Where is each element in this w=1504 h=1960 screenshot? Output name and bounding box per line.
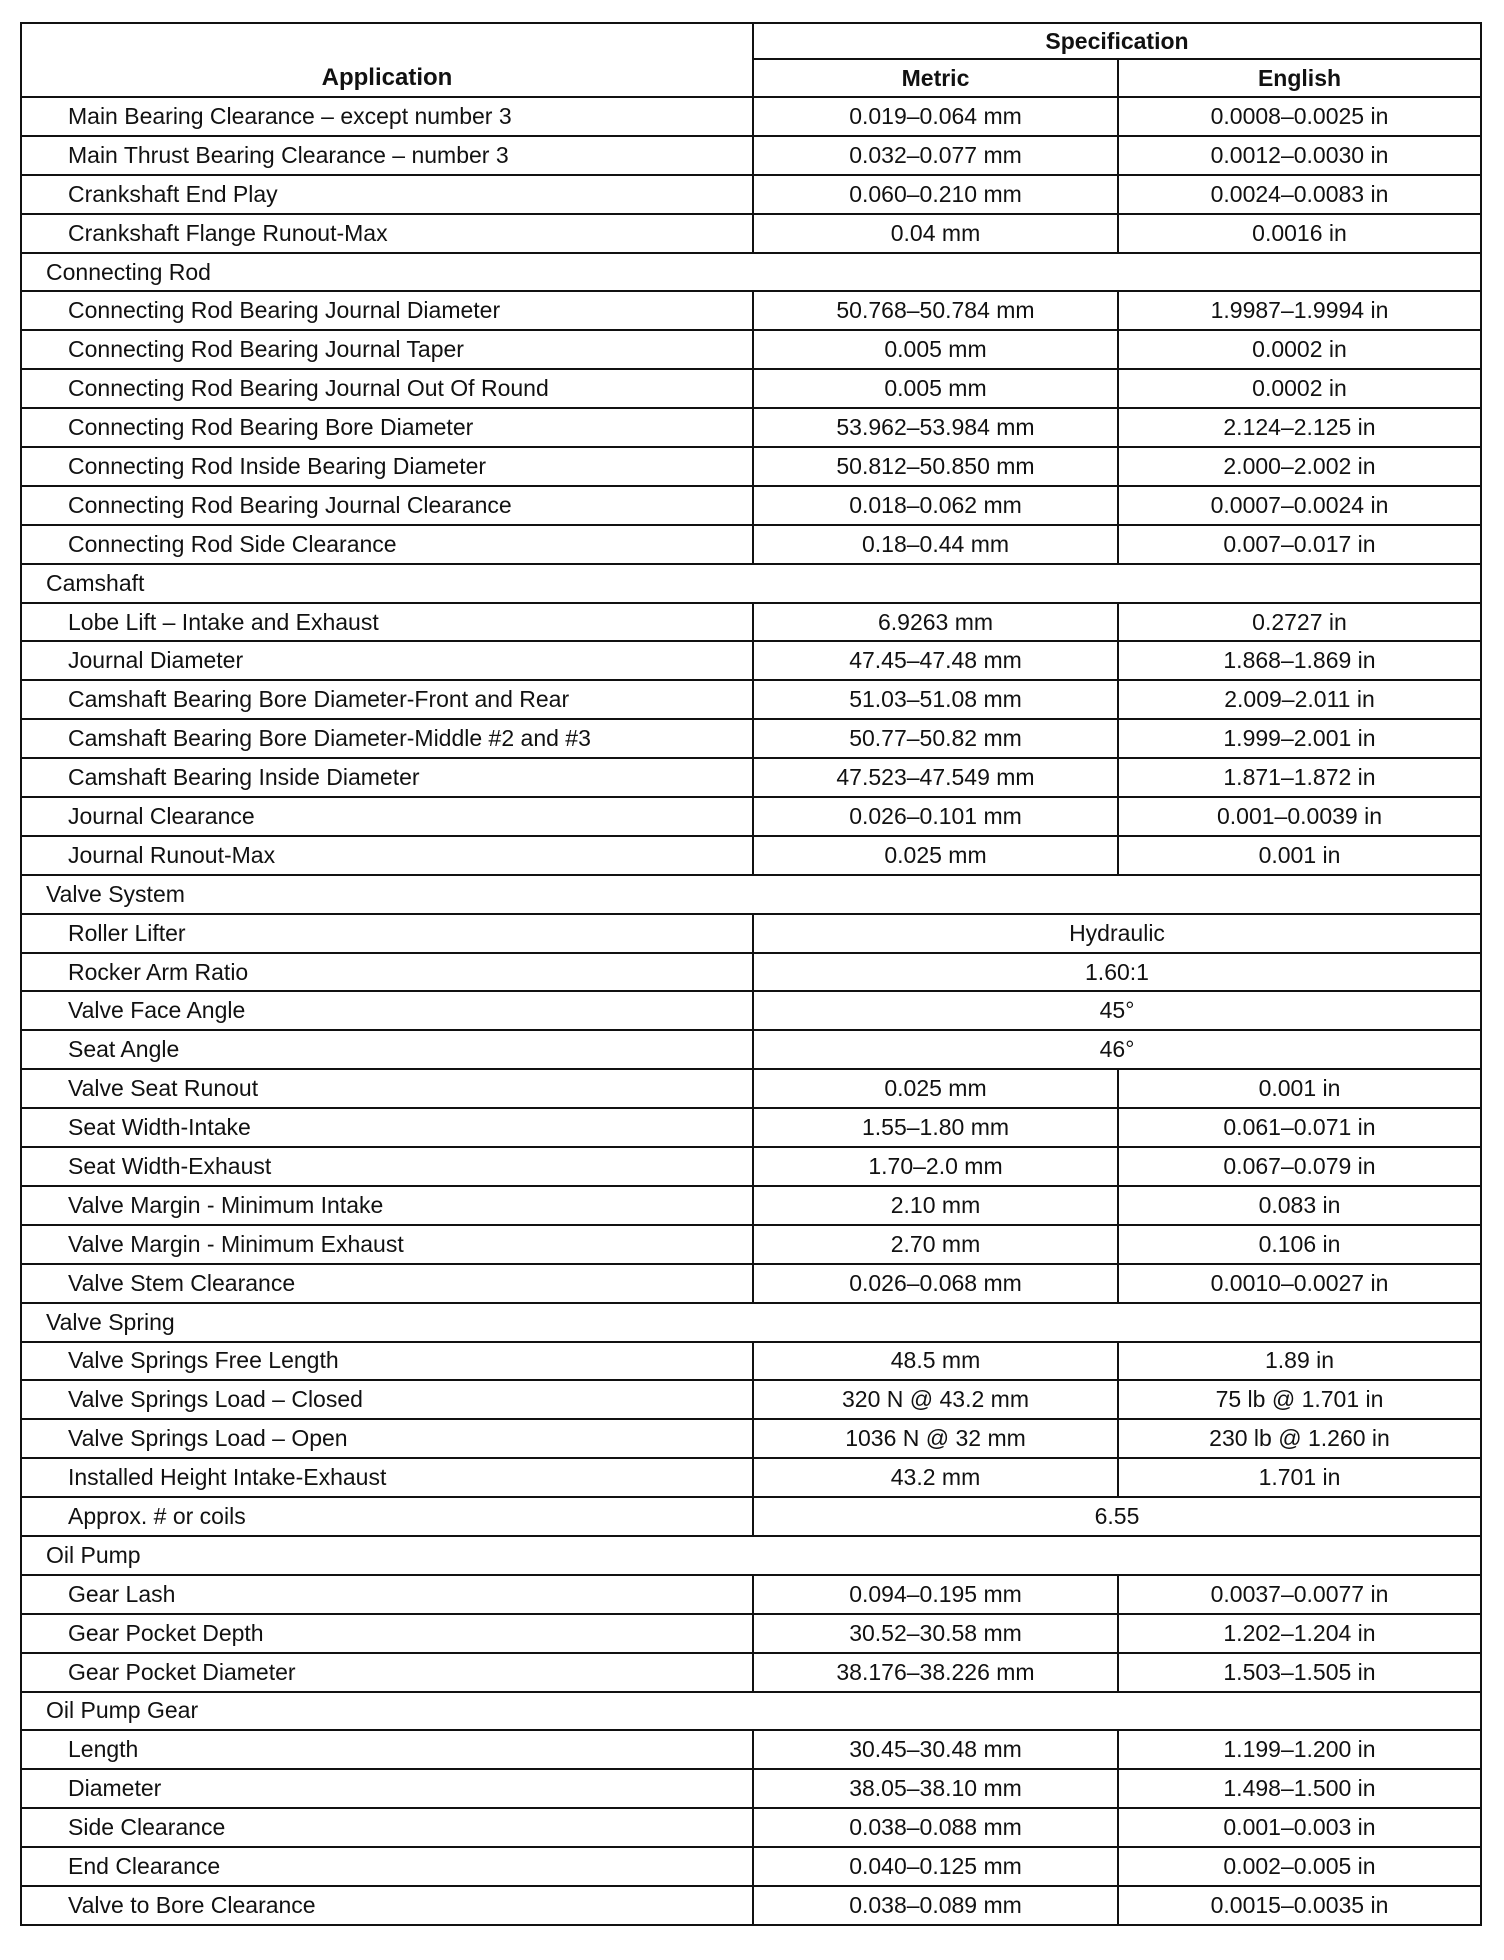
english-value-cell: 0.001–0.0039 in: [1118, 797, 1481, 836]
table-row: [21, 1497, 1481, 1536]
english-value-cell: 2.009–2.011 in: [1118, 680, 1481, 719]
table-row: [21, 991, 1481, 1030]
section-heading: Oil Pump: [21, 1536, 1481, 1575]
specification-value-cell: 45°: [753, 991, 1481, 1030]
metric-value-cell: 0.026–0.068 mm: [753, 1264, 1118, 1303]
application-cell: Journal Diameter: [21, 641, 753, 680]
specification-value-cell: 46°: [753, 1030, 1481, 1069]
table-row: [21, 1419, 1481, 1458]
table-row: [21, 1380, 1481, 1419]
english-value-cell: 1.701 in: [1118, 1458, 1481, 1497]
section-heading: Camshaft: [21, 564, 1481, 603]
metric-value-cell: 0.094–0.195 mm: [753, 1575, 1118, 1614]
english-value-cell: 1.498–1.500 in: [1118, 1769, 1481, 1808]
section-row: [21, 1692, 1481, 1731]
application-cell: Side Clearance: [21, 1808, 753, 1847]
specification-table: [20, 22, 1482, 1926]
metric-value-cell: 50.768–50.784 mm: [753, 291, 1118, 330]
english-value-cell: 0.0024–0.0083 in: [1118, 175, 1481, 214]
section-heading: Valve Spring: [21, 1303, 1481, 1342]
english-value-cell: 1.89 in: [1118, 1342, 1481, 1381]
english-value-cell: 1.999–2.001 in: [1118, 719, 1481, 758]
section-heading: Connecting Rod: [21, 253, 1481, 292]
specification-value-cell: 6.55: [753, 1497, 1481, 1536]
table-row: [21, 291, 1481, 330]
metric-value-cell: 0.060–0.210 mm: [753, 175, 1118, 214]
table-row: [21, 1030, 1481, 1069]
english-value-cell: 0.0007–0.0024 in: [1118, 486, 1481, 525]
english-value-cell: 0.0010–0.0027 in: [1118, 1264, 1481, 1303]
metric-value-cell: 320 N @ 43.2 mm: [753, 1380, 1118, 1419]
english-value-cell: 0.0002 in: [1118, 330, 1481, 369]
metric-value-cell: 0.005 mm: [753, 369, 1118, 408]
application-cell: Valve Springs Free Length: [21, 1342, 753, 1381]
metric-value-cell: 51.03–51.08 mm: [753, 680, 1118, 719]
metric-value-cell: 0.038–0.088 mm: [753, 1808, 1118, 1847]
application-cell: Crankshaft Flange Runout-Max: [21, 214, 753, 253]
application-cell: Installed Height Intake-Exhaust: [21, 1458, 753, 1497]
metric-header: Metric: [753, 59, 1118, 97]
metric-value-cell: 50.812–50.850 mm: [753, 447, 1118, 486]
specification-header: Specification: [753, 23, 1481, 59]
table-row: [21, 1730, 1481, 1769]
table-row: [21, 1847, 1481, 1886]
english-value-cell: 0.007–0.017 in: [1118, 525, 1481, 564]
application-cell: Valve Springs Load – Open: [21, 1419, 753, 1458]
application-cell: Camshaft Bearing Bore Diameter-Middle #2 and #3: [21, 719, 753, 758]
english-value-cell: 2.124–2.125 in: [1118, 408, 1481, 447]
table-row: [21, 447, 1481, 486]
table-row: [21, 603, 1481, 642]
application-cell: Valve Face Angle: [21, 991, 753, 1030]
section-row: [21, 1303, 1481, 1342]
application-cell: Gear Lash: [21, 1575, 753, 1614]
metric-value-cell: 2.70 mm: [753, 1225, 1118, 1264]
table-row: [21, 719, 1481, 758]
english-value-cell: 0.061–0.071 in: [1118, 1108, 1481, 1147]
application-header: Application: [21, 23, 753, 97]
application-cell: Length: [21, 1730, 753, 1769]
application-cell: Camshaft Bearing Inside Diameter: [21, 758, 753, 797]
metric-value-cell: 43.2 mm: [753, 1458, 1118, 1497]
section-row: [21, 875, 1481, 914]
english-value-cell: 0.0016 in: [1118, 214, 1481, 253]
application-cell: Seat Width-Exhaust: [21, 1147, 753, 1186]
table-row: [21, 1769, 1481, 1808]
table-row: [21, 1108, 1481, 1147]
english-value-cell: 0.0012–0.0030 in: [1118, 136, 1481, 175]
metric-value-cell: 38.05–38.10 mm: [753, 1769, 1118, 1808]
english-value-cell: 0.0037–0.0077 in: [1118, 1575, 1481, 1614]
application-cell: Valve to Bore Clearance: [21, 1886, 753, 1925]
english-header: English: [1118, 59, 1481, 97]
english-value-cell: 0.001–0.003 in: [1118, 1808, 1481, 1847]
application-cell: Journal Runout-Max: [21, 836, 753, 875]
english-value-cell: 0.0002 in: [1118, 369, 1481, 408]
section-heading: Oil Pump Gear: [21, 1692, 1481, 1731]
metric-value-cell: 0.025 mm: [753, 836, 1118, 875]
table-row: [21, 408, 1481, 447]
table-row: [21, 1225, 1481, 1264]
table-row: [21, 1342, 1481, 1381]
english-value-cell: 1.202–1.204 in: [1118, 1614, 1481, 1653]
table-row: [21, 1614, 1481, 1653]
english-value-cell: 0.001 in: [1118, 1069, 1481, 1108]
english-value-cell: 230 lb @ 1.260 in: [1118, 1419, 1481, 1458]
english-value-cell: 0.001 in: [1118, 836, 1481, 875]
application-cell: Valve Margin - Minimum Exhaust: [21, 1225, 753, 1264]
english-value-cell: 1.503–1.505 in: [1118, 1653, 1481, 1692]
application-cell: Camshaft Bearing Bore Diameter-Front and Rear: [21, 680, 753, 719]
table-row: [21, 758, 1481, 797]
table-row: [21, 641, 1481, 680]
application-cell: Gear Pocket Diameter: [21, 1653, 753, 1692]
metric-value-cell: 0.025 mm: [753, 1069, 1118, 1108]
table-row: [21, 330, 1481, 369]
metric-value-cell: 1036 N @ 32 mm: [753, 1419, 1118, 1458]
application-cell: Approx. # or coils: [21, 1497, 753, 1536]
metric-value-cell: 0.040–0.125 mm: [753, 1847, 1118, 1886]
table-row: [21, 1069, 1481, 1108]
table-body: [21, 97, 1481, 1925]
metric-value-cell: 50.77–50.82 mm: [753, 719, 1118, 758]
application-cell: Crankshaft End Play: [21, 175, 753, 214]
table-row: [21, 214, 1481, 253]
english-value-cell: 75 lb @ 1.701 in: [1118, 1380, 1481, 1419]
english-value-cell: 0.002–0.005 in: [1118, 1847, 1481, 1886]
application-cell: Seat Width-Intake: [21, 1108, 753, 1147]
application-cell: Roller Lifter: [21, 914, 753, 953]
section-row: [21, 253, 1481, 292]
metric-value-cell: 48.5 mm: [753, 1342, 1118, 1381]
metric-value-cell: 38.176–38.226 mm: [753, 1653, 1118, 1692]
metric-value-cell: 2.10 mm: [753, 1186, 1118, 1225]
specification-value-cell: Hydraulic: [753, 914, 1481, 953]
table-row: [21, 836, 1481, 875]
application-cell: Diameter: [21, 1769, 753, 1808]
section-row: [21, 564, 1481, 603]
table-row: [21, 369, 1481, 408]
metric-value-cell: 30.52–30.58 mm: [753, 1614, 1118, 1653]
section-heading: Valve System: [21, 875, 1481, 914]
table-row: [21, 486, 1481, 525]
application-cell: Connecting Rod Side Clearance: [21, 525, 753, 564]
header-row-top: [21, 23, 1481, 59]
metric-value-cell: 0.019–0.064 mm: [753, 97, 1118, 136]
english-value-cell: 1.9987–1.9994 in: [1118, 291, 1481, 330]
english-value-cell: 1.199–1.200 in: [1118, 1730, 1481, 1769]
table-row: [21, 797, 1481, 836]
table-row: [21, 680, 1481, 719]
application-cell: Lobe Lift – Intake and Exhaust: [21, 603, 753, 642]
application-cell: Connecting Rod Bearing Journal Taper: [21, 330, 753, 369]
table-row: [21, 1886, 1481, 1925]
application-cell: Valve Seat Runout: [21, 1069, 753, 1108]
application-cell: Connecting Rod Bearing Bore Diameter: [21, 408, 753, 447]
application-cell: Connecting Rod Bearing Journal Clearance: [21, 486, 753, 525]
table-row: [21, 1186, 1481, 1225]
metric-value-cell: 0.026–0.101 mm: [753, 797, 1118, 836]
application-cell: Main Thrust Bearing Clearance – number 3: [21, 136, 753, 175]
english-value-cell: 0.2727 in: [1118, 603, 1481, 642]
application-cell: Valve Margin - Minimum Intake: [21, 1186, 753, 1225]
english-value-cell: 0.083 in: [1118, 1186, 1481, 1225]
english-value-cell: 0.106 in: [1118, 1225, 1481, 1264]
metric-value-cell: 0.18–0.44 mm: [753, 525, 1118, 564]
english-value-cell: 0.067–0.079 in: [1118, 1147, 1481, 1186]
application-cell: Connecting Rod Bearing Journal Out Of Round: [21, 369, 753, 408]
english-value-cell: 0.0008–0.0025 in: [1118, 97, 1481, 136]
table-row: [21, 1458, 1481, 1497]
specification-value-cell: 1.60:1: [753, 953, 1481, 992]
application-cell: End Clearance: [21, 1847, 753, 1886]
english-value-cell: 1.871–1.872 in: [1118, 758, 1481, 797]
application-cell: Connecting Rod Inside Bearing Diameter: [21, 447, 753, 486]
table-header: [21, 23, 1481, 97]
metric-value-cell: 1.55–1.80 mm: [753, 1108, 1118, 1147]
metric-value-cell: 47.523–47.549 mm: [753, 758, 1118, 797]
metric-value-cell: 53.962–53.984 mm: [753, 408, 1118, 447]
metric-value-cell: 0.04 mm: [753, 214, 1118, 253]
table-row: [21, 1808, 1481, 1847]
table-row: [21, 1147, 1481, 1186]
application-cell: Valve Stem Clearance: [21, 1264, 753, 1303]
application-cell: Connecting Rod Bearing Journal Diameter: [21, 291, 753, 330]
metric-value-cell: 0.032–0.077 mm: [753, 136, 1118, 175]
table-row: [21, 914, 1481, 953]
english-value-cell: 0.0015–0.0035 in: [1118, 1886, 1481, 1925]
english-value-cell: 1.868–1.869 in: [1118, 641, 1481, 680]
table-row: [21, 1264, 1481, 1303]
metric-value-cell: 0.038–0.089 mm: [753, 1886, 1118, 1925]
table-row: [21, 1575, 1481, 1614]
application-cell: Rocker Arm Ratio: [21, 953, 753, 992]
table-row: [21, 953, 1481, 992]
metric-value-cell: 6.9263 mm: [753, 603, 1118, 642]
application-cell: Seat Angle: [21, 1030, 753, 1069]
metric-value-cell: 0.005 mm: [753, 330, 1118, 369]
english-value-cell: 2.000–2.002 in: [1118, 447, 1481, 486]
metric-value-cell: 0.018–0.062 mm: [753, 486, 1118, 525]
table-row: [21, 525, 1481, 564]
application-cell: Gear Pocket Depth: [21, 1614, 753, 1653]
application-cell: Valve Springs Load – Closed: [21, 1380, 753, 1419]
section-row: [21, 1536, 1481, 1575]
table-row: [21, 136, 1481, 175]
application-cell: Journal Clearance: [21, 797, 753, 836]
metric-value-cell: 1.70–2.0 mm: [753, 1147, 1118, 1186]
metric-value-cell: 30.45–30.48 mm: [753, 1730, 1118, 1769]
table-row: [21, 1653, 1481, 1692]
table-row: [21, 97, 1481, 136]
table-row: [21, 175, 1481, 214]
application-cell: Main Bearing Clearance – except number 3: [21, 97, 753, 136]
metric-value-cell: 47.45–47.48 mm: [753, 641, 1118, 680]
